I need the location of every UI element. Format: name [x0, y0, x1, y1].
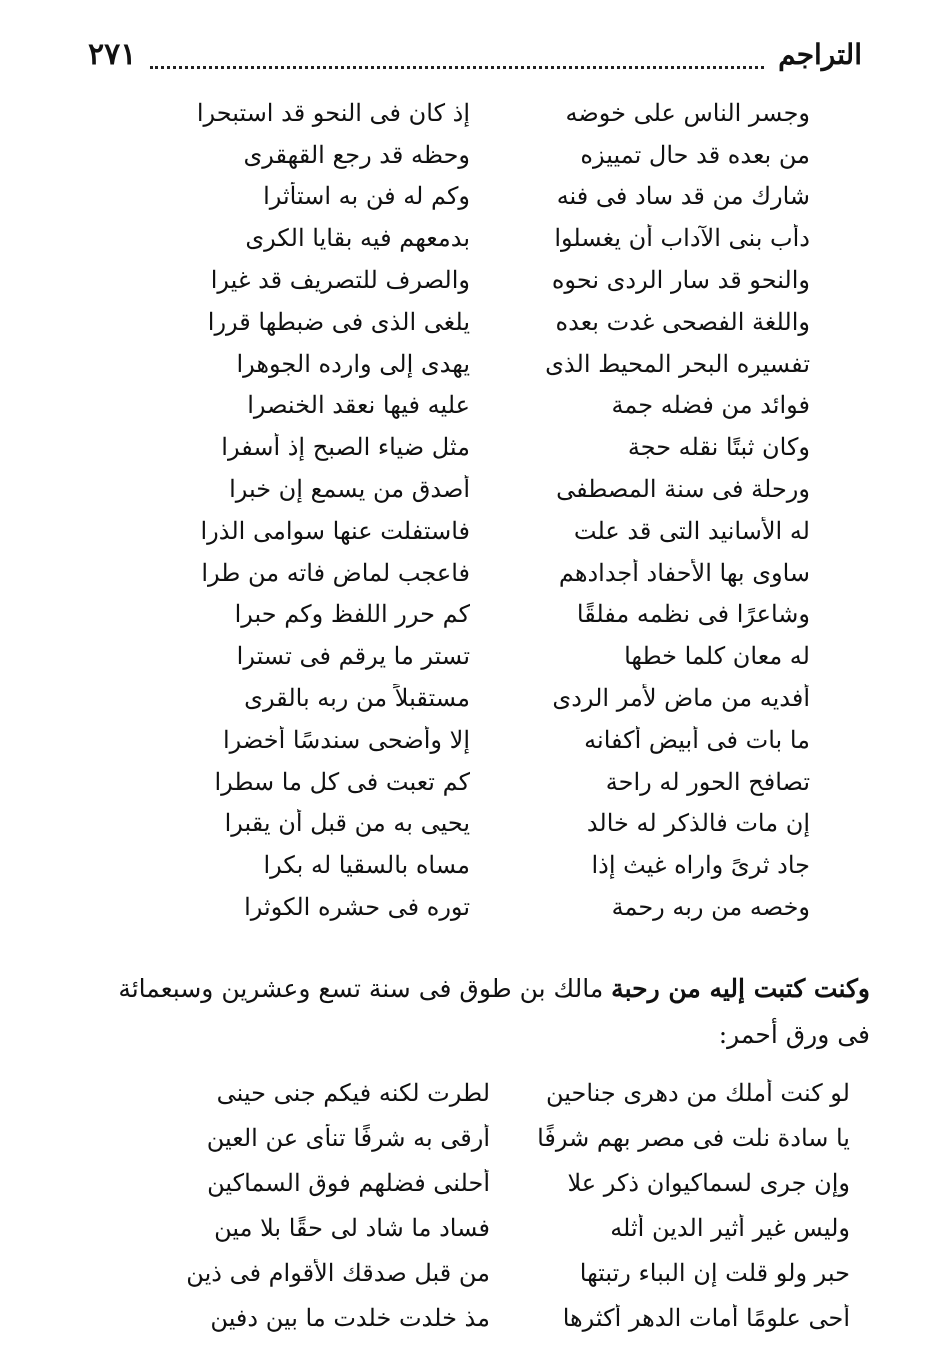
hemistich-second: كم حرر اللفظ وكم حبرا [234, 600, 470, 629]
verse-line [160, 803, 810, 845]
hemistich-first: أفديه من ماض لأمر الردى [552, 684, 810, 713]
verse-line [160, 301, 810, 343]
hemistich-first: تفسيره البحر المحيط الذى [545, 349, 810, 378]
verse-line [160, 92, 810, 134]
verse-line [160, 886, 810, 928]
hemistich-first: تصافح الحور له راحة [605, 767, 810, 796]
verse-line [160, 761, 810, 803]
hemistich-second: والصرف للتصريف قد غيرا [210, 266, 470, 295]
verse-line [150, 1070, 850, 1115]
hemistich-first: والنحو قد سار الردى نحوه [551, 266, 810, 295]
hemistich-first: شارك من قد ساد فى فنه [556, 182, 810, 211]
hemistich-second: بدمعهم فيه بقايا الكرى [245, 224, 470, 253]
hemistich-first: أحى علومًا أمات الدهر أكثرها [562, 1303, 850, 1332]
hemistich-second: أصدق من يسمع إن خبرا [229, 475, 470, 504]
hemistich-second: يهدى إلى وارده الجوهرا [236, 349, 470, 378]
hemistich-first: وإن جرى لسماكيوان ذكر علا [567, 1168, 850, 1197]
hemistich-second: كم تعبت فى كل ما سطرا [214, 767, 470, 796]
hemistich-first: يا سادة نلت فى مصر بهم شرفًا [537, 1123, 850, 1152]
hemistich-second: أرقى به شرفًا تنأى عن العين [206, 1123, 490, 1152]
hemistich-first: من بعده قد حال تمييزه [580, 140, 810, 169]
hemistich-first: وشاعرًا فى نظمه مفلقًا [576, 600, 810, 629]
hemistich-first: دأب بنى الآداب أن يغسلوا [554, 224, 810, 253]
prose-paragraph [100, 966, 870, 1058]
verse-line [160, 385, 810, 427]
hemistich-first: وليس غير أثير الدين أثله [610, 1213, 850, 1242]
hemistich-first: ورحلة فى سنة المصطفى [556, 475, 810, 504]
hemistich-second: مثل ضياء الصبح إذ أسفرا [221, 433, 470, 462]
hemistich-second: لطرت لكنه فيكم جنى حينى [216, 1078, 490, 1107]
verse-line [160, 176, 810, 218]
verse-line [160, 594, 810, 636]
hemistich-first: وخصه من ربه رحمة [611, 893, 810, 922]
verse-line [160, 719, 810, 761]
verse-line [150, 1115, 850, 1160]
hemistich-second: فاعجب لماض فاته من طرا [201, 558, 470, 587]
hemistich-second: مستقبلاً من ربه بالقرى [244, 684, 470, 713]
hemistich-first: له الأسانيد التى قد علت [573, 516, 810, 545]
hemistich-first: إن مات فالذكر له خالد [586, 809, 810, 838]
verse-line [150, 1295, 850, 1340]
verse-line [160, 343, 810, 385]
hemistich-second: فساد ما شاد لى حقًا بلا مين [214, 1213, 490, 1242]
verse-line [160, 134, 810, 176]
verse-line [160, 217, 810, 259]
hemistich-second: عليه فيها نعقد الخنصرا [247, 391, 470, 420]
hemistich-second: توره فى حشره الكوثرا [244, 893, 470, 922]
hemistich-first: وجسر الناس على خوضه [565, 98, 810, 127]
hemistich-first: واللغة الفصحى غدت بعده [555, 307, 810, 336]
page-number: ٢٧١ [88, 36, 137, 72]
hemistich-second: فاستفلت عنها سوامى الذرا [200, 516, 470, 545]
prose-bold-text: وكنت كتبت إليه من رحبة [611, 974, 870, 1003]
verse-line [160, 552, 810, 594]
hemistich-first: حبر ولو قلت إن البباء رتبتها [579, 1258, 850, 1287]
verse-line [150, 1250, 850, 1295]
poem-second [150, 1070, 850, 1340]
poem-first [160, 92, 810, 928]
hemistich-second: تستر ما يرقم فى تسترا [236, 642, 470, 671]
prose-rest-text: مالك بن طوق فى سنة تسع وعشرين وسبعمائة فى ورق أحمر: [118, 974, 870, 1049]
running-title: التراجم [778, 37, 862, 71]
verse-line [160, 426, 810, 468]
hemistich-second: يلغى الذى فى ضبطها قررا [207, 307, 470, 336]
verse-line [160, 635, 810, 677]
hemistich-second: مساه بالسقيا له بكرا [263, 851, 470, 880]
hemistich-second: إذ كان فى النحو قد استبحرا [196, 98, 470, 127]
hemistich-first: ساوى بها الأحفاد أجدادهم [558, 558, 810, 587]
verse-line [150, 1160, 850, 1205]
verse-line [160, 468, 810, 510]
hemistich-first: فوائد من فضله جمة [611, 391, 810, 420]
hemistich-first: جاد ثرىً واراه غيث إذا [591, 851, 810, 880]
verse-line [160, 510, 810, 552]
leader-dots [150, 52, 764, 69]
hemistich-first: وكان ثبتًا نقله حجة [627, 433, 810, 462]
verse-line [150, 1205, 850, 1250]
hemistich-first: له معان كلما خطها [624, 642, 810, 671]
verse-line [160, 259, 810, 301]
page-header [88, 34, 862, 74]
hemistich-first: ما بات فى أبيض أكفانه [584, 725, 810, 754]
verse-line [160, 677, 810, 719]
hemistich-second: من قبل صدقك الأقوام فى ذين [186, 1258, 490, 1287]
hemistich-second: أحلنى فضلهم فوق السماكين [207, 1168, 490, 1197]
hemistich-first: لو كنت أملك من دهرى جناحين [545, 1078, 850, 1107]
verse-line [160, 844, 810, 886]
hemistich-second: يحيى به من قبل أن يقبرا [224, 809, 470, 838]
hemistich-second: وكم له فن به استأثرا [263, 182, 470, 211]
hemistich-second: مذ خلدت خلدت ما بين دفين [210, 1303, 490, 1332]
hemistich-second: وحظه قد رجع القهقرى [243, 140, 470, 169]
hemistich-second: إلا وأضحى سندسًا أخضرا [223, 725, 470, 754]
